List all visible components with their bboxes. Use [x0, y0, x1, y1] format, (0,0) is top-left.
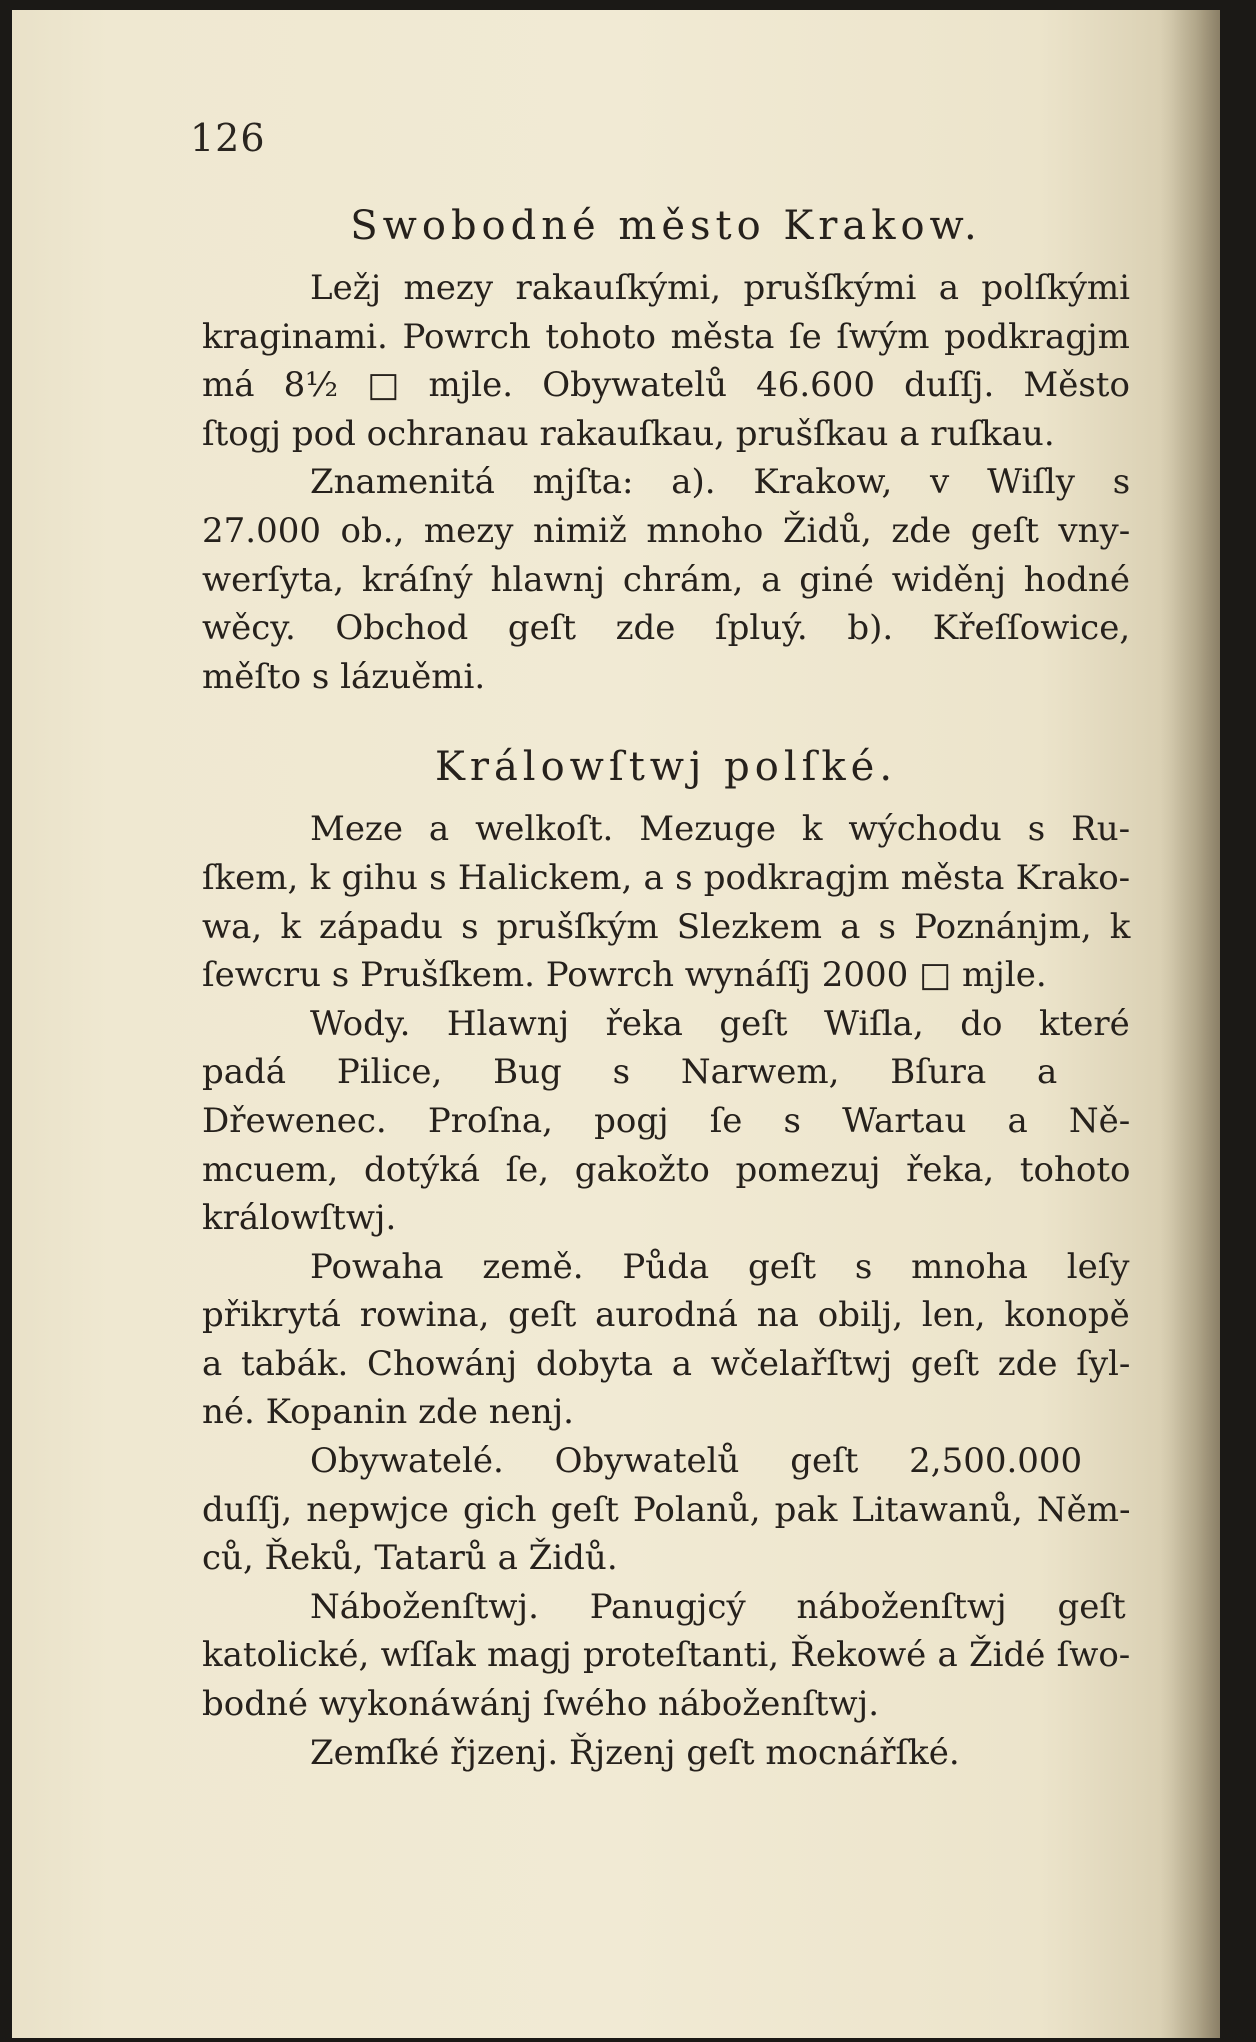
text-line: přikrytá rowina, geſt aurodná na obilj, len, konopě	[202, 1295, 1130, 1336]
text-line: ců, Řeků, Tatarů a Židů.	[202, 1538, 618, 1579]
text-line: Znamenitá mjſta: a). Krakow, v Wiſly s	[310, 462, 1131, 503]
section-heading-krakow: Swobodné město Krakow.	[350, 203, 982, 249]
text-line: wěcy. Obchod geſt zde ſpluý. b). Křeſſowice,	[202, 608, 1131, 649]
text-line: ſkem, k gihu s Halickem, a s podkragjm města Krako-	[202, 857, 1131, 898]
page-gutter-shadow	[1160, 10, 1220, 2038]
book-page	[12, 10, 1220, 2038]
text-line: Zemſké řjzenj. Řjzenj geſt mocnářſké.	[310, 1732, 960, 1773]
page-number: 126	[190, 116, 266, 160]
paragraph	[202, 1583, 1130, 1729]
text-line: kraginami. Powrch tohoto města ſe ſwým podkragjm	[202, 316, 1130, 357]
paragraph	[202, 805, 1130, 999]
text-line: Obywatelé. Obywatelů geſt 2,500.000	[310, 1441, 1083, 1482]
text-line: 27.000 ob., mezy nimiž mnoho Židů, zde geſt vny-	[202, 510, 1131, 551]
text-line: a tabák. Chowánj dobyta a wčelařſtwj geſt zde ſyl-	[202, 1343, 1131, 1384]
section-heading-kralovstvi-polske: Králowſtwj polſké.	[434, 744, 898, 791]
text-line: padá Pilice, Bug s Narwem, Bſura a	[202, 1052, 1058, 1093]
text-line: měſto s lázuěmi.	[202, 656, 486, 697]
text-line: katolické, wſſak magj proteſtanti, Řekowé a Židé ſwo-	[202, 1635, 1131, 1676]
text-line: ſewcru s Prušſkem. Powrch wynáſſj 2000 □ mjle.	[202, 955, 1047, 996]
text-line: Náboženſtwj. Panugjcý náboženſtwj geſt	[310, 1586, 1126, 1627]
page-text	[202, 188, 1130, 1777]
text-line: ſtogj pod ochranau rakauſkau, prušſkau a ruſkau.	[202, 413, 1055, 454]
text-line: králowſtwj.	[202, 1198, 397, 1239]
text-line: Meze a welkoſt. Mezuge k wýchodu s Ru-	[310, 809, 1131, 850]
text-line: má 8½ □ mjle. Obywatelů 46.600 duſſj. Město	[202, 365, 1130, 406]
text-line: duſſj, nepwjce gich geſt Polanů, pak Litawanů, Něm-	[202, 1489, 1131, 1530]
paragraph	[202, 264, 1130, 458]
text-line: Wody. Hlawnj řeka geſt Wiſla, do které	[310, 1003, 1130, 1044]
paragraph	[202, 1243, 1130, 1437]
paragraph	[202, 458, 1130, 701]
text-line: wa, k západu s prušſkým Slezkem a s Poznánjm, k	[202, 906, 1131, 947]
paragraph	[202, 1000, 1130, 1243]
paragraph	[202, 1437, 1130, 1583]
text-line: Ležj mezy rakauſkými, prušſkými a polſkými	[310, 268, 1131, 308]
text-line: mcuem, dotýká ſe, gakožto pomezuj řeka, tohoto	[202, 1149, 1131, 1190]
text-line: Powaha země. Půda geſt s mnoha leſy	[310, 1246, 1130, 1287]
text-line: werſyta, kráſný hlawnj chrám, a giné widěnj hodné	[202, 559, 1130, 600]
text-line: Dřewenec. Proſna, pogj ſe s Wartau a Ně-	[202, 1100, 1131, 1141]
paragraph	[202, 1729, 1130, 1778]
text-line: bodné wykonáwánj ſwého náboženſtwj.	[202, 1684, 880, 1725]
text-line: né. Kopanin zde nenj.	[202, 1392, 574, 1433]
